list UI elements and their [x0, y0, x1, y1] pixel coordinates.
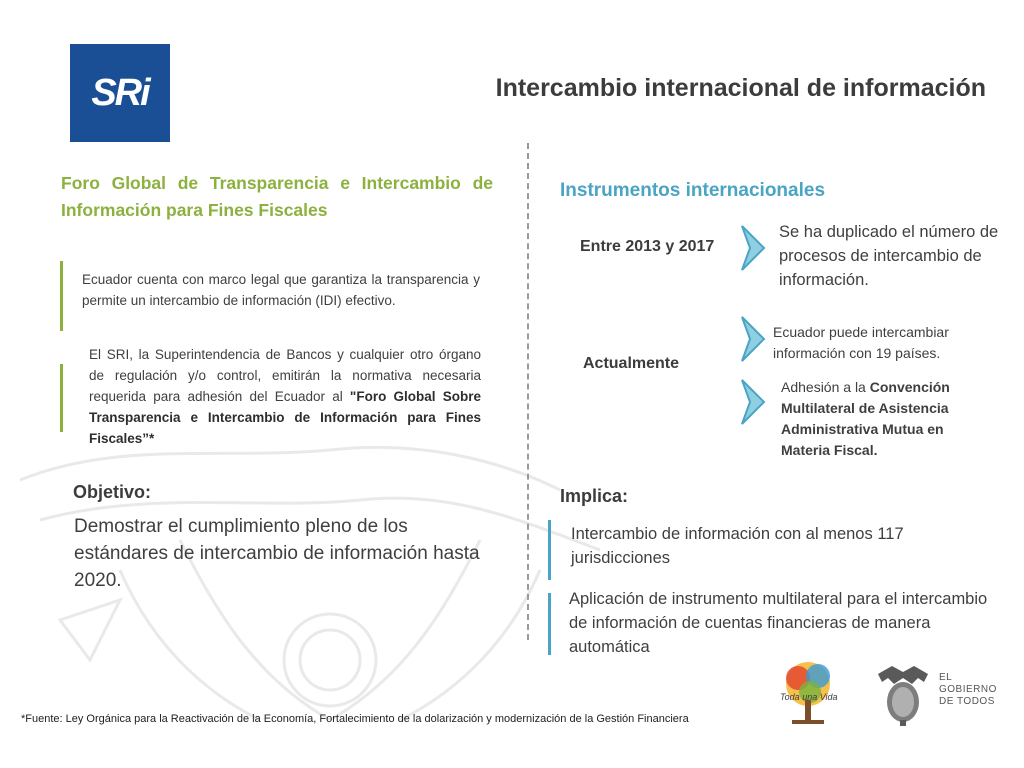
sri-logo-text: SRi — [91, 71, 149, 114]
chevron-right-icon — [740, 224, 766, 272]
implies-label: Implica: — [560, 486, 629, 506]
toda-una-vida-text: Toda una Vida — [780, 692, 838, 702]
period2-item1: Ecuador puede intercambiar información con 19 países. — [773, 324, 949, 361]
objective-text: Demostrar el cumplimiento pleno de los estándares de intercambio de información hasta 2020. — [74, 516, 480, 591]
chevron-right-icon — [740, 378, 766, 426]
normative-text-bold: "Foro Global Sobre Transparencia e Intercambio de Información para Fines Fiscales”* — [89, 389, 481, 446]
objective-label: Objetivo: — [73, 482, 152, 502]
footnote: *Fuente: Ley Orgánica para la Reactivación de la Economía, Fortalecimiento de la dolarización y modernización de la Gestión Financiera — [21, 713, 689, 725]
accent-bar — [60, 261, 63, 331]
period2-item2-bold: Convención Multilateral de Asistencia Administrativa Mutua en Materia Fiscal. — [781, 379, 950, 458]
implies-item2: Aplicación de instrumento multilateral para el intercambio de información de cuentas financieras de manera automática — [569, 590, 988, 656]
period-2013-2017: Entre 2013 y 2017 — [580, 238, 715, 255]
left-heading: Foro Global de Transparencia e Intercambio de Información para Fines Fiscales — [61, 173, 493, 220]
period2-item2 — [781, 377, 981, 461]
period1-text: Se ha duplicado el número de procesos de intercambio de información. — [779, 223, 999, 289]
legal-framework-text: Ecuador cuenta con marco legal que garantiza la transparencia y permite un intercambio de información (IDI) efectivo. — [82, 272, 480, 308]
column-divider — [527, 143, 529, 640]
sri-logo — [70, 44, 170, 142]
el-gobierno-de-todos-logo: EL GOBIERNO DE TODOS — [939, 672, 997, 707]
implies-item1: Intercambio de información con al menos 117 jurisdicciones — [571, 525, 904, 567]
period-actual: Actualmente — [583, 355, 680, 372]
right-heading: Instrumentos internacionales — [560, 180, 826, 201]
normative-text — [89, 344, 481, 449]
accent-bar — [548, 593, 551, 655]
page-title: Intercambio internacional de información — [495, 74, 986, 102]
normative-text-normal: El SRI, la Superintendencia de Bancos y cualquier otro órgano de regulación y/o control, emitirán la normativa necesaria requerida para adhesión del Ecuador al — [89, 347, 481, 404]
chevron-right-icon — [740, 315, 766, 363]
accent-bar — [548, 520, 551, 580]
coat-of-arms-icon — [872, 660, 934, 728]
period2-item2-prefix: Adhesión a la — [781, 379, 870, 395]
accent-bar — [60, 364, 63, 432]
